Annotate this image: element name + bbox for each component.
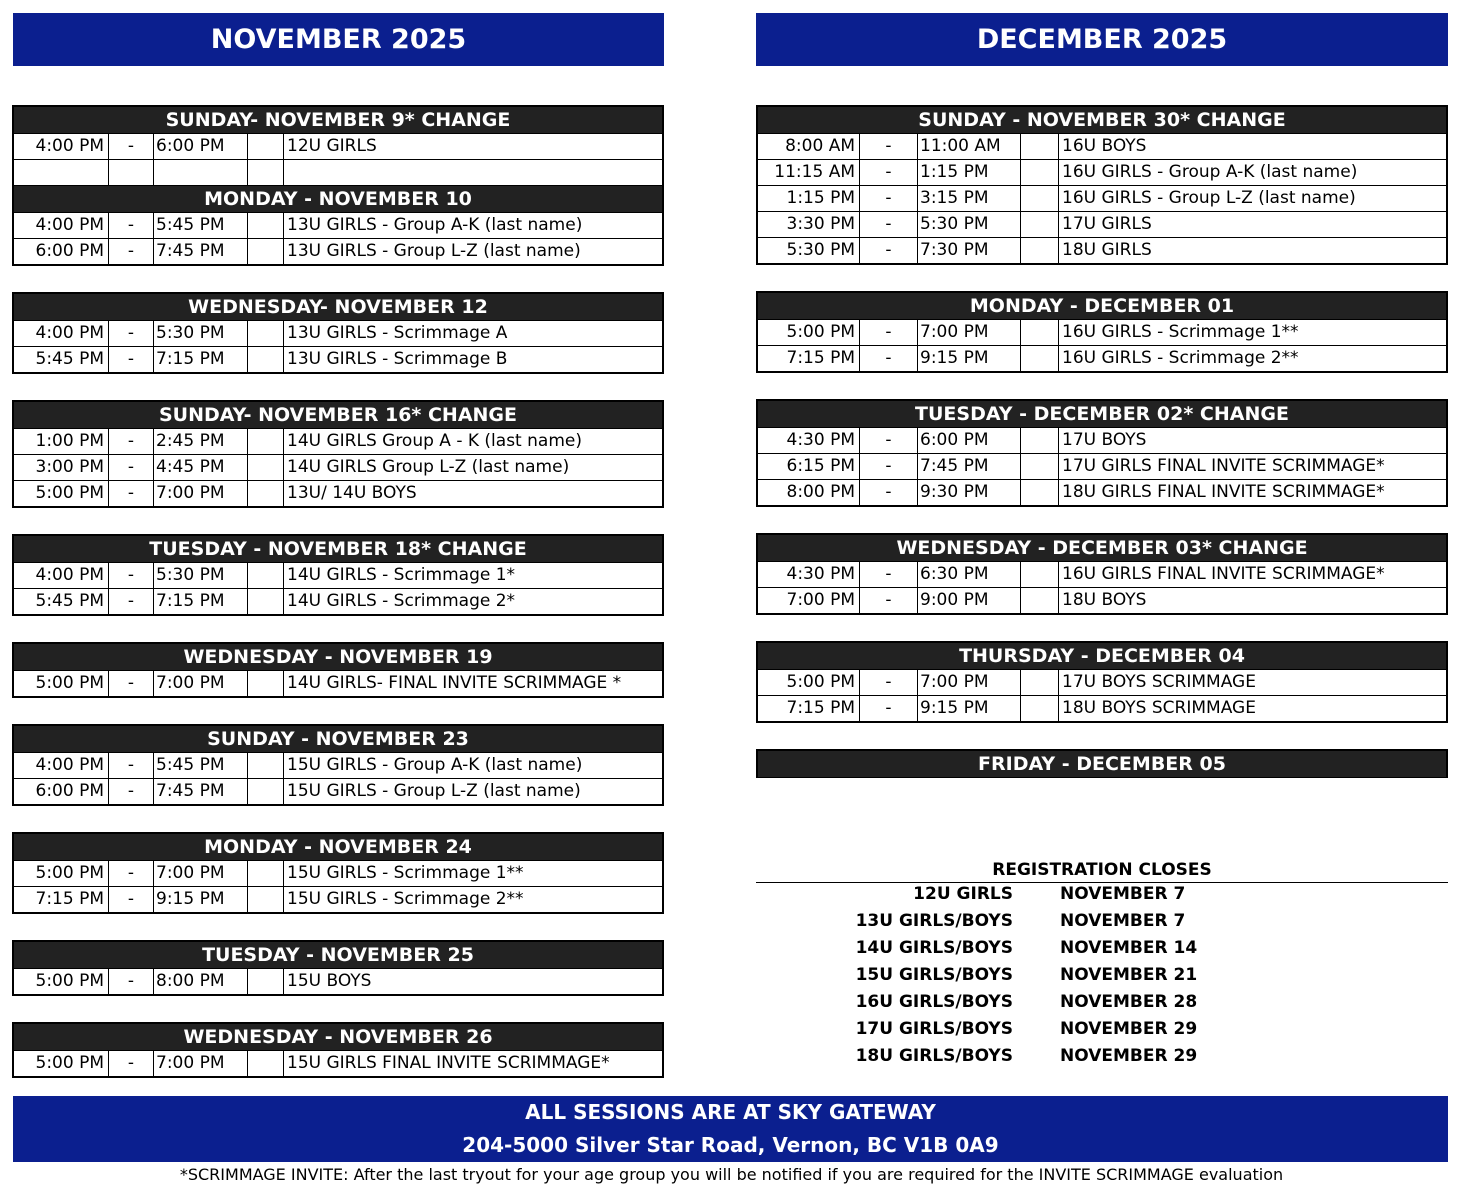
- day-block: [756, 291, 1448, 373]
- start-time: 5:00 PM: [14, 671, 109, 696]
- session-row: [14, 562, 662, 588]
- separator: -: [109, 134, 154, 159]
- session-row: [758, 695, 1446, 722]
- location-banner: [13, 1096, 1448, 1162]
- separator: -: [109, 753, 154, 778]
- separator: -: [860, 696, 918, 721]
- end-time: 6:00 PM: [154, 134, 248, 159]
- end-time: 11:00 AM: [918, 134, 1021, 159]
- registration-age-group: 18U GIRLS/BOYS: [855, 1046, 1013, 1066]
- session-row: [14, 238, 662, 265]
- end-time: [154, 160, 248, 185]
- session-row: [14, 752, 662, 778]
- december-schedule: [756, 105, 1448, 778]
- session-row: [758, 211, 1446, 237]
- start-time: 5:00 PM: [14, 969, 109, 994]
- session-row: [14, 860, 662, 886]
- session-description: [284, 160, 662, 185]
- separator: -: [109, 563, 154, 588]
- spacer: [1021, 160, 1059, 185]
- separator: -: [860, 212, 918, 237]
- day-heading: MONDAY - DECEMBER 01: [758, 293, 1446, 319]
- spacer: [1021, 428, 1059, 453]
- end-time: 7:30 PM: [918, 238, 1021, 263]
- december-header-title: DECEMBER 2025: [976, 24, 1228, 55]
- day-block: [12, 292, 664, 374]
- separator: -: [860, 670, 918, 695]
- end-time: 2:45 PM: [154, 429, 248, 454]
- registration-close-date: NOVEMBER 21: [1060, 965, 1198, 985]
- session-row: [758, 319, 1446, 345]
- session-row: [14, 480, 662, 507]
- separator: -: [109, 347, 154, 372]
- start-time: 4:30 PM: [758, 428, 860, 453]
- session-description: 18U BOYS SCRIMMAGE: [1062, 698, 1256, 718]
- day-heading: SUNDAY - NOVEMBER 30* CHANGE: [758, 107, 1446, 133]
- session-description: 16U GIRLS - Scrimmage 2**: [1062, 348, 1299, 368]
- registration-title: REGISTRATION CLOSES: [992, 860, 1212, 880]
- spacer: [248, 213, 284, 238]
- registration-row: [756, 1019, 1448, 1046]
- day-block: [756, 105, 1448, 265]
- session-row: [758, 133, 1446, 159]
- session-row: [758, 453, 1446, 479]
- session-description: 16U BOYS: [1062, 136, 1147, 156]
- session-description: 18U BOYS: [1062, 590, 1147, 610]
- separator: -: [109, 455, 154, 480]
- session-description: 12U GIRLS: [287, 136, 377, 156]
- spacer: [1021, 212, 1059, 237]
- separator: -: [109, 861, 154, 886]
- spacer: [1021, 186, 1059, 211]
- day-heading: TUESDAY - NOVEMBER 18* CHANGE: [14, 536, 662, 562]
- session-row: [758, 669, 1446, 695]
- registration-divider: [756, 882, 1448, 883]
- spacer: [248, 134, 284, 159]
- session-row: [14, 159, 662, 186]
- registration-row: [756, 911, 1448, 938]
- separator: -: [109, 321, 154, 346]
- end-time: 7:00 PM: [918, 670, 1021, 695]
- start-time: 5:45 PM: [14, 347, 109, 372]
- separator: -: [109, 481, 154, 506]
- start-time: 4:30 PM: [758, 562, 860, 587]
- registration-close-date: NOVEMBER 14: [1060, 938, 1198, 958]
- end-time: 5:45 PM: [154, 213, 248, 238]
- registration-row: [756, 938, 1448, 965]
- spacer: [248, 779, 284, 804]
- registration-age-group: 14U GIRLS/BOYS: [855, 938, 1013, 958]
- end-time: 7:00 PM: [154, 1051, 248, 1076]
- end-time: 5:45 PM: [154, 753, 248, 778]
- session-description: 14U GIRLS - Scrimmage 2*: [287, 591, 516, 611]
- session-description: 13U GIRLS - Group A-K (last name): [287, 215, 583, 235]
- session-description: 15U GIRLS FINAL INVITE SCRIMMAGE*: [287, 1053, 610, 1073]
- spacer: [1021, 670, 1059, 695]
- session-description: 14U GIRLS- FINAL INVITE SCRIMMAGE *: [287, 673, 622, 693]
- registration-age-group: 15U GIRLS/BOYS: [855, 965, 1013, 985]
- end-time: 9:15 PM: [154, 887, 248, 912]
- spacer: [248, 321, 284, 346]
- registration-row: [756, 992, 1448, 1019]
- session-row: [14, 1050, 662, 1077]
- session-row: [14, 588, 662, 615]
- start-time: 3:00 PM: [14, 455, 109, 480]
- day-heading: MONDAY - NOVEMBER 24: [14, 834, 662, 860]
- end-time: 7:15 PM: [154, 589, 248, 614]
- start-time: 7:15 PM: [758, 346, 860, 371]
- start-time: 4:00 PM: [14, 321, 109, 346]
- session-row: [14, 778, 662, 805]
- day-block: [12, 940, 664, 996]
- start-time: 5:00 PM: [14, 481, 109, 506]
- day-block: [12, 832, 664, 914]
- session-description: 17U GIRLS FINAL INVITE SCRIMMAGE*: [1062, 456, 1385, 476]
- end-time: 7:00 PM: [918, 320, 1021, 345]
- spacer: [1021, 238, 1059, 263]
- start-time: 4:00 PM: [14, 213, 109, 238]
- spacer: [1021, 346, 1059, 371]
- registration-age-group: 17U GIRLS/BOYS: [855, 1019, 1013, 1039]
- end-time: 7:45 PM: [918, 454, 1021, 479]
- spacer: [1021, 588, 1059, 613]
- start-time: 11:15 AM: [758, 160, 860, 185]
- separator: -: [860, 186, 918, 211]
- session-row: [14, 320, 662, 346]
- spacer: [248, 481, 284, 506]
- spacer: [248, 589, 284, 614]
- session-row: [758, 159, 1446, 185]
- session-description: 17U GIRLS: [1062, 214, 1152, 234]
- registration-age-group: 12U GIRLS: [913, 884, 1013, 904]
- session-description: 18U GIRLS: [1062, 240, 1152, 260]
- session-description: 15U GIRLS - Group A-K (last name): [287, 755, 583, 775]
- day-heading: MONDAY - NOVEMBER 10: [14, 186, 662, 212]
- day-heading: TUESDAY - DECEMBER 02* CHANGE: [758, 401, 1446, 427]
- day-heading: WEDNESDAY - DECEMBER 03* CHANGE: [758, 535, 1446, 561]
- location-address: 204-5000 Silver Star Road, Vernon, BC V1B 0A9: [462, 1133, 999, 1157]
- separator: -: [109, 887, 154, 912]
- end-time: 5:30 PM: [154, 563, 248, 588]
- registration-close-date: NOVEMBER 29: [1060, 1019, 1198, 1039]
- session-row: [758, 561, 1446, 587]
- session-row: [758, 237, 1446, 264]
- session-description: 15U GIRLS - Scrimmage 2**: [287, 889, 524, 909]
- separator: -: [109, 429, 154, 454]
- end-time: 9:15 PM: [918, 346, 1021, 371]
- day-heading: SUNDAY - NOVEMBER 23: [14, 726, 662, 752]
- day-block: [12, 400, 664, 508]
- separator: -: [109, 1051, 154, 1076]
- spacer: [248, 239, 284, 264]
- end-time: 6:30 PM: [918, 562, 1021, 587]
- start-time: 4:00 PM: [14, 753, 109, 778]
- session-row: [758, 479, 1446, 506]
- start-time: 5:45 PM: [14, 589, 109, 614]
- day-heading: WEDNESDAY - NOVEMBER 26: [14, 1024, 662, 1050]
- day-block: [12, 1022, 664, 1078]
- session-description: 16U GIRLS - Scrimmage 1**: [1062, 322, 1299, 342]
- session-row: [14, 670, 662, 697]
- spacer: [248, 861, 284, 886]
- spacer: [1021, 320, 1059, 345]
- separator: -: [860, 160, 918, 185]
- december-header: [756, 13, 1448, 66]
- session-description: 14U GIRLS - Scrimmage 1*: [287, 565, 516, 585]
- end-time: 7:00 PM: [154, 671, 248, 696]
- separator: -: [109, 589, 154, 614]
- separator: -: [860, 480, 918, 505]
- session-row: [14, 454, 662, 480]
- start-time: 7:15 PM: [758, 696, 860, 721]
- spacer: [248, 1051, 284, 1076]
- day-block: [756, 749, 1448, 778]
- end-time: 6:00 PM: [918, 428, 1021, 453]
- end-time: 9:30 PM: [918, 480, 1021, 505]
- start-time: 3:30 PM: [758, 212, 860, 237]
- start-time: 1:00 PM: [14, 429, 109, 454]
- day-block: [12, 724, 664, 806]
- session-description: 13U/ 14U BOYS: [287, 483, 417, 503]
- spacer: [1021, 134, 1059, 159]
- session-row: [14, 133, 662, 159]
- start-time: 6:00 PM: [14, 779, 109, 804]
- session-description: 13U GIRLS - Scrimmage A: [287, 323, 508, 343]
- spacer: [248, 160, 284, 185]
- day-heading: SUNDAY- NOVEMBER 9* CHANGE: [14, 107, 662, 133]
- start-time: 4:00 PM: [14, 563, 109, 588]
- separator: -: [860, 454, 918, 479]
- end-time: 9:15 PM: [918, 696, 1021, 721]
- session-description: 16U GIRLS FINAL INVITE SCRIMMAGE*: [1062, 564, 1385, 584]
- session-row: [758, 345, 1446, 372]
- end-time: 7:00 PM: [154, 481, 248, 506]
- separator: -: [860, 346, 918, 371]
- session-description: 16U GIRLS - Group L-Z (last name): [1062, 188, 1356, 208]
- day-heading: FRIDAY - DECEMBER 05: [758, 751, 1446, 777]
- session-row: [758, 427, 1446, 453]
- registration-close-date: NOVEMBER 7: [1060, 884, 1186, 904]
- separator: -: [109, 671, 154, 696]
- session-row: [758, 185, 1446, 211]
- day-heading: WEDNESDAY - NOVEMBER 19: [14, 644, 662, 670]
- separator: -: [109, 969, 154, 994]
- end-time: 7:45 PM: [154, 779, 248, 804]
- registration-row: [756, 884, 1448, 911]
- november-header-title: NOVEMBER 2025: [210, 24, 467, 55]
- session-row: [14, 886, 662, 913]
- separator: -: [860, 320, 918, 345]
- end-time: 5:30 PM: [918, 212, 1021, 237]
- registration-age-group: 13U GIRLS/BOYS: [855, 911, 1013, 931]
- start-time: 5:00 PM: [758, 670, 860, 695]
- start-time: 7:00 PM: [758, 588, 860, 613]
- start-time: [14, 160, 109, 185]
- session-row: [14, 968, 662, 995]
- spacer: [248, 455, 284, 480]
- day-block: [756, 399, 1448, 507]
- separator: -: [860, 134, 918, 159]
- registration-close-date: NOVEMBER 29: [1060, 1046, 1198, 1066]
- spacer: [1021, 480, 1059, 505]
- spacer: [1021, 696, 1059, 721]
- scrimmage-note: *SCRIMMAGE INVITE: After the last tryout for your age group you will be notified if you are required for the INVITE SCRIMMAGE evaluation: [179, 1165, 1284, 1184]
- end-time: 7:45 PM: [154, 239, 248, 264]
- start-time: 6:00 PM: [14, 239, 109, 264]
- separator: -: [860, 238, 918, 263]
- session-row: [14, 346, 662, 373]
- spacer: [248, 671, 284, 696]
- spacer: [1021, 562, 1059, 587]
- spacer: [248, 347, 284, 372]
- start-time: 8:00 PM: [758, 480, 860, 505]
- separator: -: [109, 239, 154, 264]
- separator: [109, 160, 154, 185]
- day-block: [756, 641, 1448, 723]
- session-description: 15U GIRLS - Scrimmage 1**: [287, 863, 524, 883]
- session-description: 18U GIRLS FINAL INVITE SCRIMMAGE*: [1062, 482, 1385, 502]
- day-block: [12, 534, 664, 616]
- separator: -: [860, 562, 918, 587]
- session-description: 15U BOYS: [287, 971, 372, 991]
- start-time: 5:00 PM: [758, 320, 860, 345]
- end-time: 9:00 PM: [918, 588, 1021, 613]
- spacer: [248, 753, 284, 778]
- end-time: 1:15 PM: [918, 160, 1021, 185]
- registration-close-date: NOVEMBER 28: [1060, 992, 1198, 1012]
- spacer: [248, 969, 284, 994]
- session-description: 17U BOYS: [1062, 430, 1147, 450]
- session-row: [758, 587, 1446, 614]
- day-heading: THURSDAY - DECEMBER 04: [758, 643, 1446, 669]
- spacer: [248, 429, 284, 454]
- spacer: [248, 887, 284, 912]
- day-heading: SUNDAY- NOVEMBER 16* CHANGE: [14, 402, 662, 428]
- november-schedule: [12, 105, 664, 1078]
- day-block: [12, 642, 664, 698]
- session-description: 17U BOYS SCRIMMAGE: [1062, 672, 1256, 692]
- session-description: 16U GIRLS - Group A-K (last name): [1062, 162, 1358, 182]
- end-time: 7:15 PM: [154, 347, 248, 372]
- session-row: [14, 428, 662, 454]
- end-time: 3:15 PM: [918, 186, 1021, 211]
- registration-close-date: NOVEMBER 7: [1060, 911, 1186, 931]
- separator: -: [860, 428, 918, 453]
- session-description: 14U GIRLS Group L-Z (last name): [287, 457, 570, 477]
- start-time: 4:00 PM: [14, 134, 109, 159]
- spacer: [248, 563, 284, 588]
- start-time: 7:15 PM: [14, 887, 109, 912]
- session-row: [14, 212, 662, 238]
- separator: -: [109, 213, 154, 238]
- start-time: 6:15 PM: [758, 454, 860, 479]
- registration-row: [756, 1046, 1448, 1073]
- session-description: 13U GIRLS - Scrimmage B: [287, 349, 508, 369]
- end-time: 7:00 PM: [154, 861, 248, 886]
- spacer: [1021, 454, 1059, 479]
- day-block: [12, 186, 664, 266]
- registration-age-group: 16U GIRLS/BOYS: [855, 992, 1013, 1012]
- day-block: [756, 533, 1448, 615]
- separator: -: [109, 779, 154, 804]
- day-block: [12, 105, 664, 186]
- start-time: 5:00 PM: [14, 861, 109, 886]
- session-description: 15U GIRLS - Group L-Z (last name): [287, 781, 581, 801]
- start-time: 1:15 PM: [758, 186, 860, 211]
- start-time: 5:00 PM: [14, 1051, 109, 1076]
- end-time: 5:30 PM: [154, 321, 248, 346]
- november-header: [13, 13, 664, 66]
- start-time: 5:30 PM: [758, 238, 860, 263]
- end-time: 4:45 PM: [154, 455, 248, 480]
- day-heading: WEDNESDAY- NOVEMBER 12: [14, 294, 662, 320]
- session-description: 14U GIRLS Group A - K (last name): [287, 431, 582, 451]
- location-title: ALL SESSIONS ARE AT SKY GATEWAY: [525, 1100, 936, 1124]
- end-time: 8:00 PM: [154, 969, 248, 994]
- start-time: 8:00 AM: [758, 134, 860, 159]
- session-description: 13U GIRLS - Group L-Z (last name): [287, 241, 581, 261]
- registration-row: [756, 965, 1448, 992]
- day-heading: TUESDAY - NOVEMBER 25: [14, 942, 662, 968]
- separator: -: [860, 588, 918, 613]
